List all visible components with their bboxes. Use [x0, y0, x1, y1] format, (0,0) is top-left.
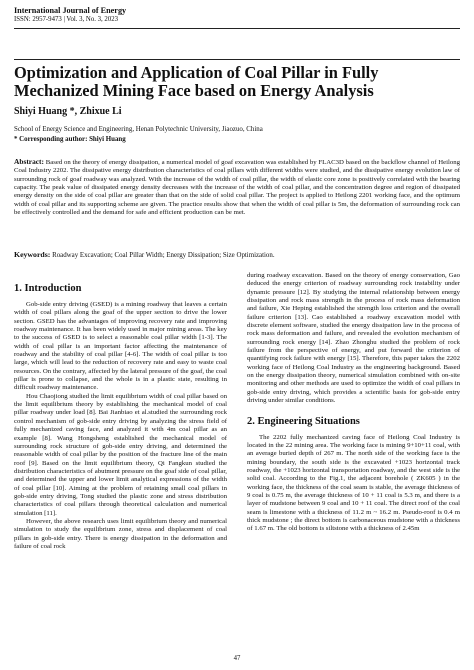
intro-paragraph-2: Hou Chaojiong studied the limit equilibrium width of coal pillar based on the limit equilibrium theory by establishing the mechanical model of coal pillar roadway under load [8]. Bai Jianbiao et al.studied the surrounding rock control mechanism of gob-side entry driving by analyzing the stress field of fully mechanized caving face, and analyzed it with 4m coal pillar as an example [8]. Wang Hongsheng established the mechanical model of surrounding rock structure of gob-side entry driving, and determined the reasonable width of coal pillar by the position of the fracture line of the main roof [9]. Based on the limit equilibrium theory, Qi Fangkun studied the distribution characteristics of abutment pressure on the goaf side of coal pillar, and determined the upper and lower limit analytical expressions of the width of coal pillar [10]. Aiming at the problem of retaining small coal pillars in gob-side entry driving, Tong studied the plastic zone and stress distribution characteristics of coal pillars through theoretical calculation and numerical simulation [11]. — [14, 392, 227, 517]
abstract-label: Abstract: — [14, 157, 44, 166]
intro-paragraph-3: However, the above research uses limit equilibrium theory and numerical simulation to study the equilibrium zone, stress and displacement of coal pillars in gob-side entry. There is energy dissipation in the deformation and failure of coal rock — [14, 517, 227, 550]
left-column — [14, 283, 227, 551]
engineering-paragraph-1: The 2202 fully mechanized caving face of Heilong Coal Industry is located in the 22 mining area. The working face is mining 9+10+11 coal, with an average buried depth of 267 m. The north side of the working face is the mining boundary, the south side is the excavated +1023 horizontal track roadway, the +1023 horizontal transportation roadway, and the west side is the solid coal. According to the Fig.1, the adjacent borehole ( ZK605 ) in the working face, the thickness of the coal seam is stable, the average thickness of 9 coal is 0.75 m, the average thickness of 10 + 11 coal is 5.3 m, and there is a layer of mudstone between 9 coal and 10 + 11 coal. The direct roof of the coal seam is limestone with a thickness of 11.2 m ~ 16.2 m. Pseudo-roof is 0.4 m thick mudstone ; the direct bottom is carbonaceous mudstone with a thickness of 1.67 m. The old bottom is siltstone with a thickness of 2.45m — [247, 433, 460, 533]
header-rule-bottom — [14, 59, 460, 60]
intro-paragraph-1: Gob-side entry driving (GSED) is a mining roadway that leaves a certain width of coal pillars along the goaf of the upper section to drive the lower section. GSED has the advantages of improving recovery rate and improving roadway maintenance. It has been widely used in major mining areas. The key to the success of GSED is to select a reasonable coal pillar width [1-3]. The width of coal pillar is an important factor affecting the maintenance of roadway and the stability of coal pillar [4-6]. The width of coal pillar is too large, which will lead to the reduction of recovery rate and easy to waste coal resources. On the contrary, affected by the lateral pressure of the goaf, the coal pillar is prone to collapse, and the whole is in a plastic state, resulting in difficult roadway maintenance. — [14, 301, 227, 392]
title-line-1: Optimization and Application of Coal Pillar in Fully — [14, 63, 379, 82]
section-heading-engineering: 2. Engineering Situations — [247, 415, 360, 427]
header-rule-top — [14, 28, 460, 29]
title-line-2: Mechanized Mining Face based on Energy Analysis — [14, 81, 374, 100]
keywords-text: Roadway Excavation; Coal Pillar Width; Energy Dissipation; Size Optimization. — [52, 252, 275, 259]
page-number: 47 — [233, 655, 241, 662]
corresponding-author: * Corresponding author: Shiyi Huang — [14, 135, 126, 143]
journal-name: International Journal of Energy — [14, 6, 127, 15]
keywords-label: Keywords: — [14, 250, 51, 259]
abstract-text: Based on the theory of energy dissipation, a numerical model of goaf excavation was established by FLAC3D based on the backflow channel of Heilong Coal Industry 2202. The dissipative energy distribution characteristics of coal pillars with different widths were studied, and the dissipative energy evolution law of surrounding rock of goaf roadway was analyzed. With the increase of the width of coal pillar, the width of elastic core zone is positively correlated with the bearing capacity. The peak value of dissipated energy density decreases with the increase of the width of coal pillar, and the concentration degree and region of dissipated energy density on the side of coal pillar are greater than that on the side of solid coal pillar. The project is applied to Heilong 2201 working face, and the optimum width of coal pillar and its supporting scheme are given. The practice results show that when the width of coal pillar is 5m, the deformation of surrounding rock can be effectively controlled and the demand for safe and efficient production can be met. — [14, 159, 461, 217]
section-heading-introduction: 1. Introduction — [14, 283, 82, 294]
keywords — [14, 250, 460, 259]
affiliation: School of Energy Science and Engineering, Henan Polytechnic University, Jiaozuo, China — [14, 126, 263, 133]
intro-paragraph-3-continued: during roadway excavation. Based on the theory of energy conservation, Gao deduced the energy criterion of roadway surrounding rock instability under dynamic pressure [12]. By studying the internal relationship between energy dissipation and rock mass strength in the process of rock mass deformation and failure, Xie Heping established the strength loss criterion and the overall failure criterion [13]. Cao established a roadway excavation model with discrete element software, studied the energy dissipation law in the process of rock mass deformation and failure, and revealed the evolution mechanism of surrounding rock energy [14]. Zhao Zhonghu studied the problem of rock failure from the perspective of energy, and put forward the criterion of quantifying rock failure with energy [15]. Therefore, this paper takes the 2202 working face of Heilong Coal Industry as the engineering background. Based on the energy dissipation theory, numerical simulation combined with on-site monitoring and other methods are used to optimize the width of coal pillars in gob-side entry driving, which provides a scientific basis for gob-side entry driving under similar conditions. — [247, 272, 460, 405]
abstract — [14, 158, 460, 217]
issn-line: ISSN: 2957-9473 | Vol. 3, No. 3, 2023 — [14, 16, 119, 23]
affiliation-block — [14, 125, 263, 144]
paper-title — [14, 64, 454, 100]
author-list: Shiyi Huang *, Zhixue Li — [14, 106, 122, 117]
right-column — [247, 272, 460, 534]
